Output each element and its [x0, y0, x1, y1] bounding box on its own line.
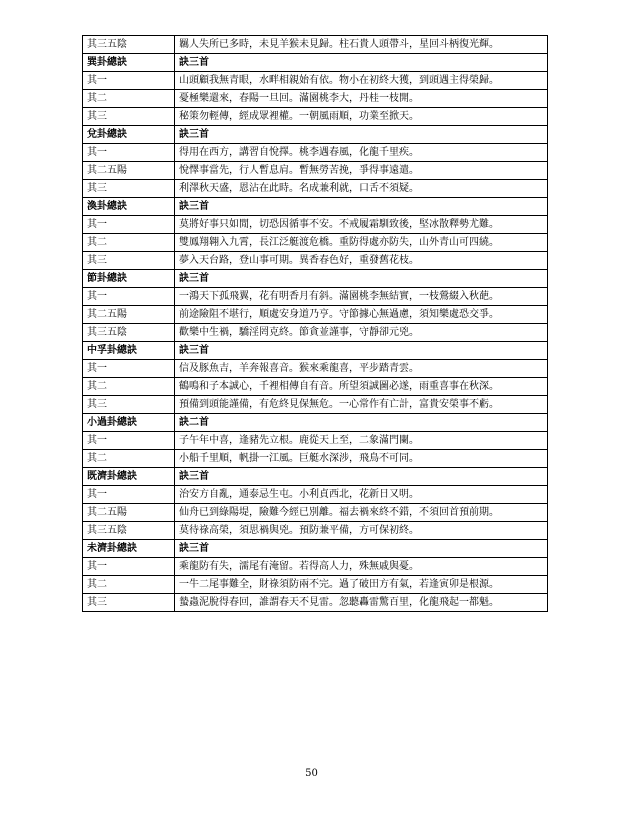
- verse-text: 雙鳳翔翱入九霄，長江泛艇渡危橋。重防得處亦防失，山外青山可四繞。: [175, 234, 548, 252]
- verse-label: 其一: [83, 216, 175, 234]
- verse-label: 其三: [83, 594, 175, 612]
- verse-count: 訣三首: [175, 270, 548, 288]
- verse-label: 其三五陰: [83, 522, 175, 540]
- verse-text: 仙舟已到綠陽堤，險難今經已別離。福去禍來終不錯，不須回首預前期。: [175, 504, 548, 522]
- section-title: 小過卦總訣: [83, 414, 175, 432]
- section-title: 渙卦總訣: [83, 198, 175, 216]
- verse-label: 其三五陰: [83, 324, 175, 342]
- verse-text: 山頭顧我無青眼，水畔相親始有依。物小在初終大獲，到頭遇主得榮歸。: [175, 72, 548, 90]
- verse-text: 信及豚魚吉，羊奔報喜音。猴來乘龍喜，平步踏青雲。: [175, 360, 548, 378]
- verse-label: 其三: [83, 396, 175, 414]
- table-row: [83, 108, 548, 126]
- table-row: [83, 558, 548, 576]
- verse-label: 其一: [83, 72, 175, 90]
- section-header-row: [83, 342, 548, 360]
- verse-text: 一牛二尾事難全，財祿須防兩不完。過了破田方有氣，若逢寅卯是根源。: [175, 576, 548, 594]
- verse-label: 其三: [83, 180, 175, 198]
- verse-label: 其二: [83, 378, 175, 396]
- section-header-row: [83, 198, 548, 216]
- verse-count: 訣三首: [175, 468, 548, 486]
- section-header-row: [83, 468, 548, 486]
- verse-label: 其二: [83, 90, 175, 108]
- section-header-row: [83, 54, 548, 72]
- table-row: [83, 378, 548, 396]
- section-title: 兌卦總訣: [83, 126, 175, 144]
- verse-text: 蟄蟲泥脫得春回，誰謂春天不見雷。忽聽轟雷驚百里，化龍飛起一都魁。: [175, 594, 548, 612]
- verse-label: 其一: [83, 360, 175, 378]
- table-row: [83, 180, 548, 198]
- verse-count: 訣三首: [175, 126, 548, 144]
- table-row: [83, 252, 548, 270]
- verse-label: 其三: [83, 252, 175, 270]
- section-header-row: [83, 414, 548, 432]
- table-row: [83, 234, 548, 252]
- verse-label: 其二五陽: [83, 504, 175, 522]
- table-row: [83, 162, 548, 180]
- table-row: [83, 450, 548, 468]
- table-row: [83, 36, 548, 54]
- section-header-row: [83, 270, 548, 288]
- section-header-row: [83, 540, 548, 558]
- verse-count: 訣三首: [175, 342, 548, 360]
- table-row: [83, 486, 548, 504]
- verse-text: 子午年中喜，逢豬先立根。鹿從天上至，二象滿門闌。: [175, 432, 548, 450]
- verse-text: 秘策勿輕傳，經成眾裡權。一朝風雨順，功業至掀天。: [175, 108, 548, 126]
- verse-count: 訣三首: [175, 198, 548, 216]
- verse-text: 莫待祿高榮，須思禍與兇。預防兼平備，方可保初終。: [175, 522, 548, 540]
- verse-label: 其一: [83, 432, 175, 450]
- verse-text: 鶴鳴和子本誠心，千裡相傳自有音。所望須誠圖必遂，雨重喜事在秋深。: [175, 378, 548, 396]
- section-title: 未濟卦總訣: [83, 540, 175, 558]
- verse-text: 羈人失所已多時，未見羊猴未見歸。柱石貴人頭帶斗，星回斗柄復光輝。: [175, 36, 548, 54]
- table-row: [83, 432, 548, 450]
- section-title: 巽卦總訣: [83, 54, 175, 72]
- verse-table-body: [83, 36, 548, 612]
- verse-text: 預備到頭能謹備，有危終見保無危。一心常作有亡計，富貴安榮事不虧。: [175, 396, 548, 414]
- verse-label: 其二: [83, 576, 175, 594]
- verse-label: 其三五陰: [83, 36, 175, 54]
- table-row: [83, 216, 548, 234]
- table-row: [83, 306, 548, 324]
- verse-text: 憂極樂還來，春陽一旦回。滿園桃李大，丹桂一枝開。: [175, 90, 548, 108]
- verse-label: 其一: [83, 486, 175, 504]
- table-row: [83, 324, 548, 342]
- table-row: [83, 576, 548, 594]
- section-title: 中孚卦總訣: [83, 342, 175, 360]
- table-row: [83, 90, 548, 108]
- table-row: [83, 594, 548, 612]
- verse-label: 其一: [83, 144, 175, 162]
- section-title: 節卦總訣: [83, 270, 175, 288]
- verse-label: 其二: [83, 450, 175, 468]
- table-row: [83, 504, 548, 522]
- verse-count: 訣二首: [175, 414, 548, 432]
- verse-label: 其一: [83, 558, 175, 576]
- verse-text: 前途險阻不堪行，順處安身道乃亨。守節據心無過慮，須知樂處恐交爭。: [175, 306, 548, 324]
- verse-text: 悅懌事當先，行人暫息肩。暫無勞苦挽，爭得事遠遣。: [175, 162, 548, 180]
- table-row: [83, 360, 548, 378]
- verse-text: 夢入天台路，登山事可期。異香春色好，重發舊花枝。: [175, 252, 548, 270]
- section-title: 既濟卦總訣: [83, 468, 175, 486]
- verse-label: 其二五陽: [83, 162, 175, 180]
- verse-table: [82, 35, 548, 612]
- section-header-row: [83, 126, 548, 144]
- table-row: [83, 522, 548, 540]
- verse-label: 其一: [83, 288, 175, 306]
- verse-text: 乘龍防有失，濡尾有淹留。若得高人力，殊無戚與憂。: [175, 558, 548, 576]
- verse-count: 訣三首: [175, 54, 548, 72]
- table-row: [83, 288, 548, 306]
- verse-label: 其二: [83, 234, 175, 252]
- verse-text: 一鴻天下孤飛翼，花有明香月有斜。滿園桃李無結實，一枝鶯綴入秋葩。: [175, 288, 548, 306]
- verse-label: 其二五陽: [83, 306, 175, 324]
- verse-text: 治安方自亂，通泰忌生屯。小利貞西北，花新日又明。: [175, 486, 548, 504]
- verse-text: 得用在西方，講習自悅擇。桃李遇春風，化龍千里疾。: [175, 144, 548, 162]
- table-row: [83, 72, 548, 90]
- verse-count: 訣三首: [175, 540, 548, 558]
- verse-label: 其三: [83, 108, 175, 126]
- page-number: 50: [305, 768, 318, 779]
- verse-text: 小船千里順，帆掛一江風。巨艇水深涉，飛鳥不可同。: [175, 450, 548, 468]
- verse-text: 莫將好事只如閒，切恐因循事不安。不戒履霜馴致後，堅冰散釋勢尤難。: [175, 216, 548, 234]
- table-row: [83, 396, 548, 414]
- table-row: [83, 144, 548, 162]
- verse-text: 歡樂中生禍，驕淫罔克終。節貪並謹事，守靜卻元兇。: [175, 324, 548, 342]
- verse-text: 利澤秋天盛，恩沾在此時。名成兼利就，口舌不須疑。: [175, 180, 548, 198]
